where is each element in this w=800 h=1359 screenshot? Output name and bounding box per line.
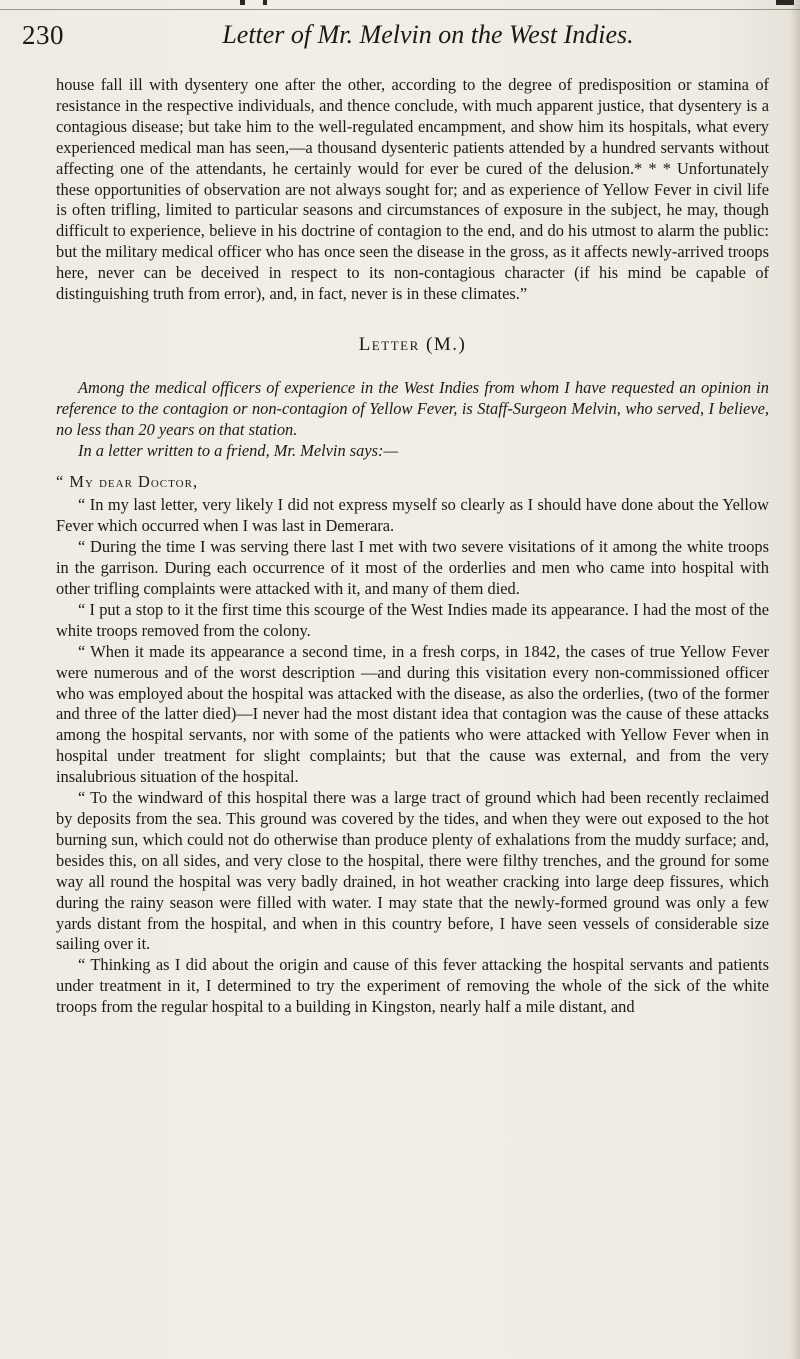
opening-paragraph: house fall ill with dysentery one after the other, according to the degree of predisposition or stamina of resistance in the respective individuals, and thence conclude, with much apparent justice, that dysentery is a contagious disease; but take him to the well-regulated encampment, and show him its hospitals, what every experienced medical man has seen,—a thousand dysenteric patients attended by a hundred servants without affecting one of the attendants, he certainly would for ever be cured of the delusion.* * * Unfortunately these opportunities of observation are not always sought for; and as experience of Yellow Fever in civil life is often trifling, limited to particular seasons and circumstances of exposure in the subject, he may, though difficult to experience, believe in his doctrine of contagion to the end, and do his utmost to alarm the public: but the military medical officer who has once seen the disease in the gross, as it affects newly-arrived troops here, never can be deceived in respect to its non-contagious character (if his mind be capable of distinguishing truth from error), and, in fact, never is in these climates.” xyxy=(56,75,769,304)
ink-mark xyxy=(240,0,245,5)
page-number: 230 xyxy=(22,20,64,50)
page-body xyxy=(56,75,769,1018)
top-rule xyxy=(0,0,800,10)
letter-paragraph: “ During the time I was serving there last I met with two severe visitations of it among the white troops in the garrison. During each occurrence of it most of the orderlies and men who came into hospital with other trifling complaints were attacked with it, and many of them died. xyxy=(56,537,769,599)
letter-paragraph: “ In my last letter, very likely I did not express myself so clearly as I should have done about the Yellow Fever which occurred when I was last in Demerara. xyxy=(56,495,769,536)
intro-paragraph: In a letter written to a friend, Mr. Melvin says:— xyxy=(78,440,399,460)
letter-paragraph: “ Thinking as I did about the origin and cause of this fever attacking the hospital servants and patients under treatment in it, I determined to try the experiment of removing the whole of the sick of the white troops from the regular hospital to a building in Kingston, nearly half a mile distant, and xyxy=(56,955,769,1017)
letter-paragraph: “ When it made its appearance a second time, in a fresh corps, in 1842, the cases of true Yellow Fever were numerous and of the worst description —and during this visitation every non-commissioned officer who was employed about the hospital was attacked with the disease, as also the orderlies, (two of the former and three of the latter died)—I never had the most distant idea that contagion was the cause of these attacks among the hospital servants, nor with some of the patients who were attacked with Yellow Fever when in hospital under treatment for slight complaints; but that the cause was external, and from the very insalubrious situation of the hospital. xyxy=(56,641,769,787)
letter-paragraph: “ To the windward of this hospital there was a large tract of ground which had been recently reclaimed by deposits from the sea. This ground was covered by the tides, and when they were out exposed to the hot burning sun, which could not do otherwise than produce plenty of exhalations from the muddy surface; and, besides this, on all sides, and very close to the hospital, there were filthy trenches, and the ground for some way all round the hospital was very badly drained, in hot weather cracking into large deep fissures, which during the rainy season were filled with water. I may state that the newly-formed ground was only a few yards distant from the hospital, and when in this country before, I have seen vessels of considerable size sailing over it. xyxy=(56,788,769,954)
salutation: “ My dear Doctor, xyxy=(56,471,199,491)
ink-mark xyxy=(263,0,267,5)
running-title: Letter of Mr. Melvin on the West Indies. xyxy=(222,20,634,49)
letter-paragraph: “ I put a stop to it the first time this scourge of the West Indies made its appearance. I had the most of the white troops removed from the colony. xyxy=(56,599,769,640)
page-header xyxy=(22,20,762,60)
letter-heading: Letter (M.) xyxy=(358,333,467,355)
intro-paragraph: Among the medical officers of experience in the West Indies from whom I have requested an opinion in reference to the contagion or non-contagion of Yellow Fever, is Staff-Surgeon Melvin, who served, I believe, no less than 20 years on that station. xyxy=(56,377,769,439)
page-edge-shadow xyxy=(790,0,800,1359)
